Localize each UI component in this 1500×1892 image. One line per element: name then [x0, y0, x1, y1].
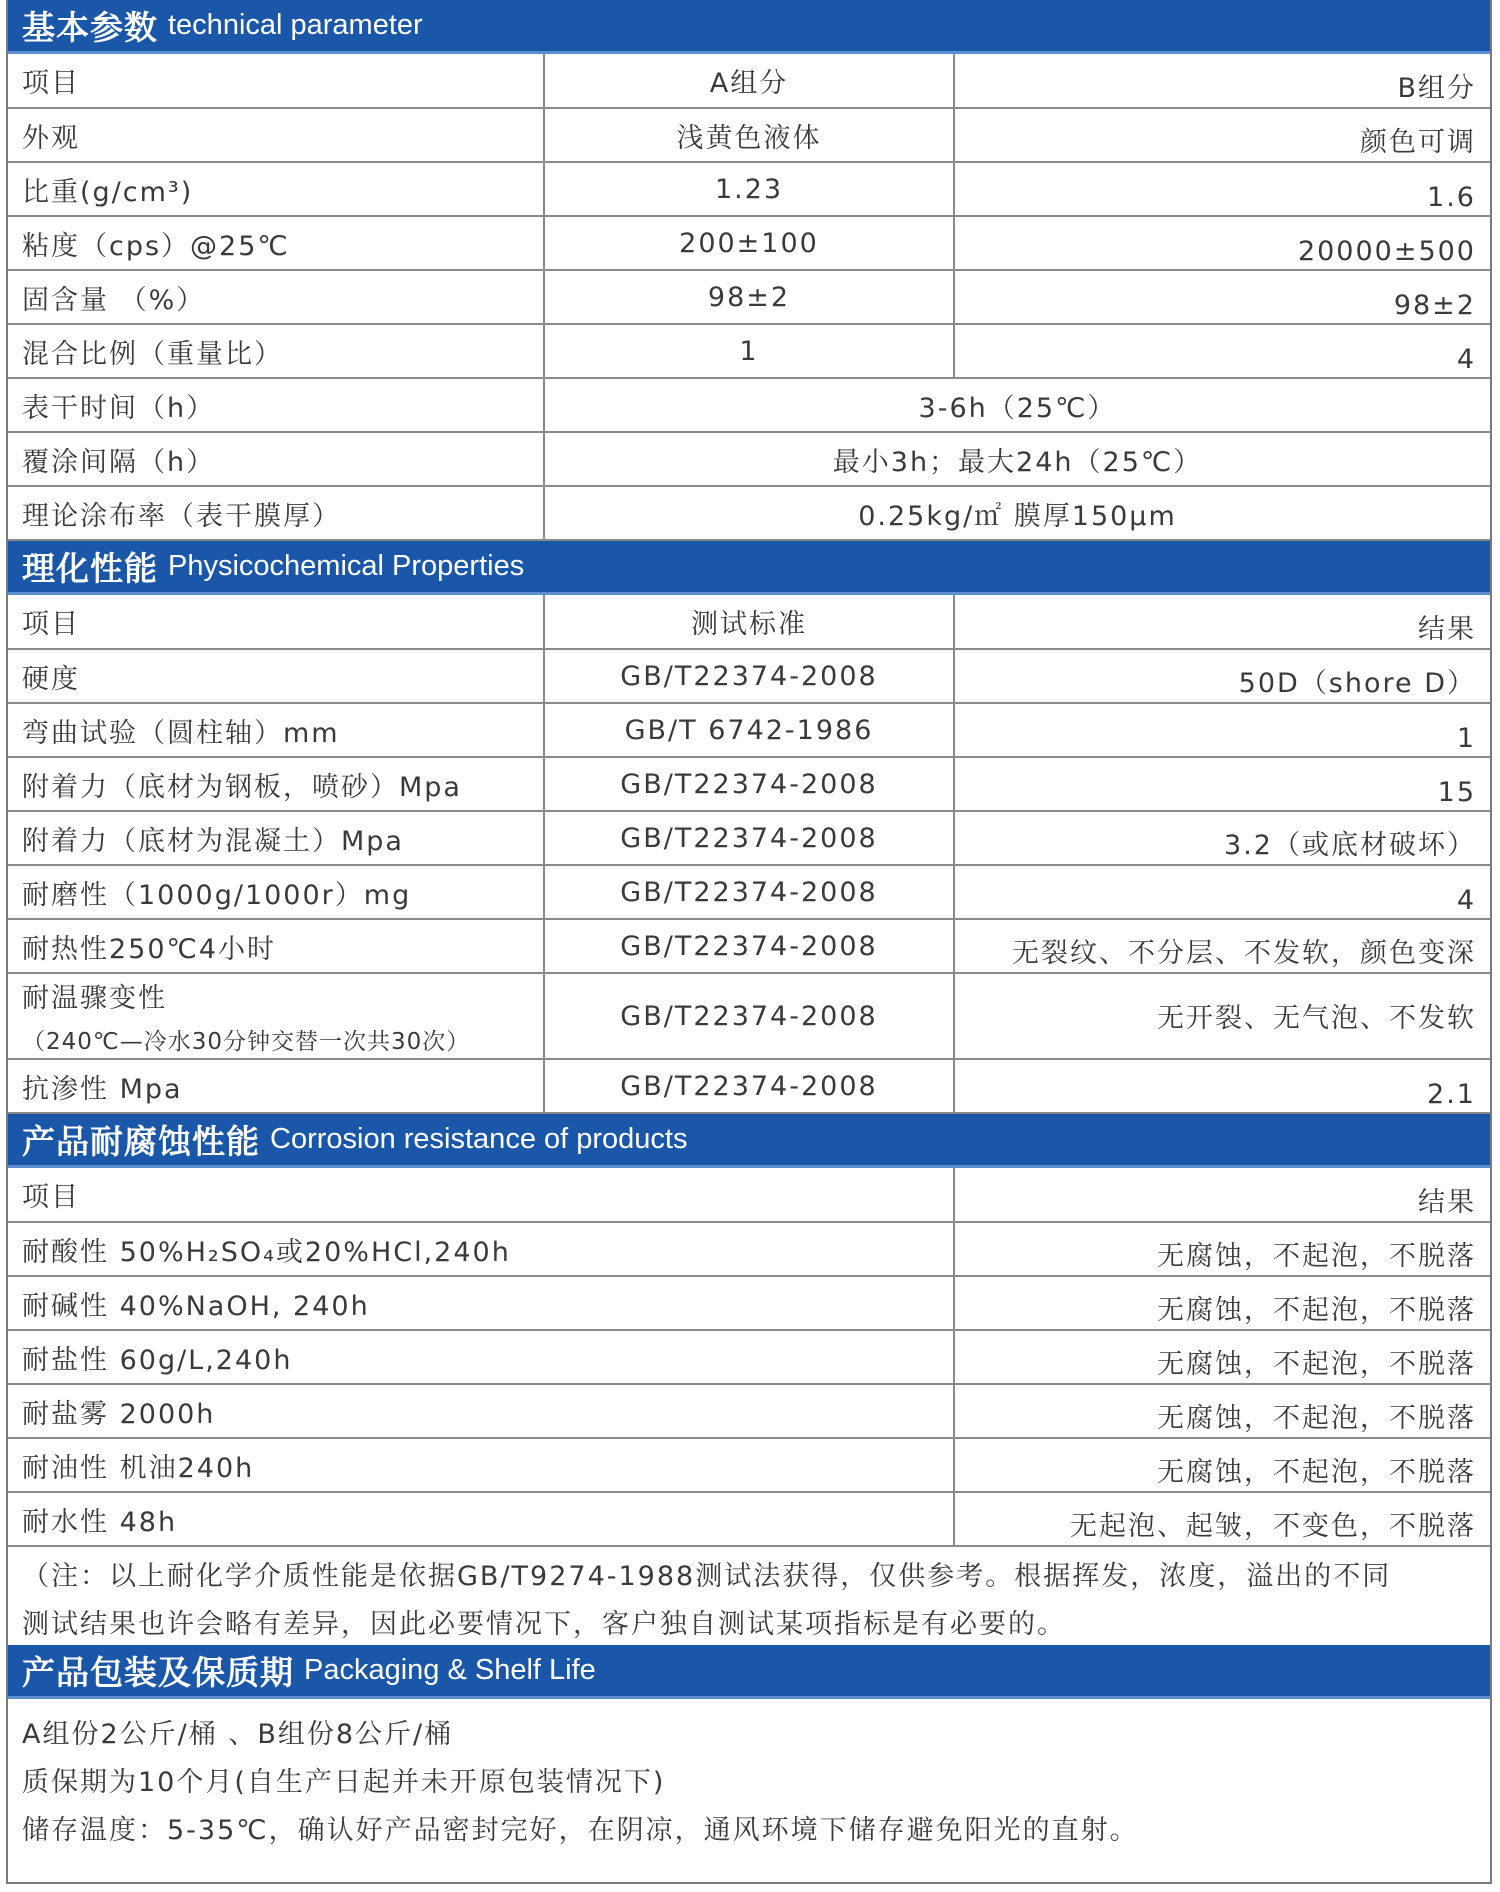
cell-b: 98±2: [954, 270, 1490, 324]
cell-item-sub: （240℃—冷水30分钟交替一次共30次）: [22, 1029, 471, 1055]
cell-standard: GB/T22374-2008: [544, 757, 954, 811]
table-row: [8, 1222, 1490, 1276]
table-row: [8, 216, 1490, 270]
cell-item: 耐磨性（1000g/1000r）mg: [8, 865, 544, 919]
note-line: （注：以上耐化学介质性能是依据GB/T9274-1988测试法获得，仅供参考。根据挥发，浓度，溢出的不同: [22, 1561, 1392, 1592]
section-header-packaging: [8, 1645, 1490, 1699]
cell-a: 200±100: [544, 216, 954, 270]
cell-merged-value: 3-6h（25℃）: [544, 378, 1490, 432]
cell-standard: GB/T22374-2008: [544, 1059, 954, 1113]
table-row: [8, 811, 1490, 865]
cell-b: 颜色可调: [954, 108, 1490, 162]
cell-item: 耐盐雾 2000h: [8, 1384, 954, 1438]
table-row: [8, 865, 1490, 919]
cell-b: 4: [954, 324, 1490, 378]
section-title-zh: 基本参数: [22, 8, 158, 47]
cell-item: [8, 973, 544, 1059]
cell-standard: GB/T 6742-1986: [544, 703, 954, 757]
header-cell-result: 结果: [954, 595, 1490, 649]
cell-item: 耐水性 48h: [8, 1492, 954, 1546]
cell-result: 无腐蚀，不起泡，不脱落: [954, 1276, 1490, 1330]
table-row: [8, 1276, 1490, 1330]
table-header-row: [8, 595, 1490, 649]
cell-standard: GB/T22374-2008: [544, 973, 954, 1059]
technical-parameter-table: [8, 54, 1490, 541]
cell-result: 15: [954, 757, 1490, 811]
section-title-zh: 理化性能: [22, 549, 158, 588]
header-cell-item: 项目: [8, 595, 544, 649]
cell-result: 4: [954, 865, 1490, 919]
cell-result: 无起泡、起皱，不变色，不脱落: [954, 1492, 1490, 1546]
cell-merged-value: 最小3h；最大24h（25℃）: [544, 432, 1490, 486]
cell-standard: GB/T22374-2008: [544, 919, 954, 973]
header-cell-a: A组分: [544, 54, 954, 108]
cell-item: 外观: [8, 108, 544, 162]
table-row: [8, 703, 1490, 757]
table-row: [8, 919, 1490, 973]
cell-item: 附着力（底材为钢板，喷砂）Mpa: [8, 757, 544, 811]
table-row: [8, 270, 1490, 324]
table-row: [8, 649, 1490, 703]
header-cell-item: 项目: [8, 54, 544, 108]
physicochemical-table: [8, 595, 1490, 1114]
cell-result: 无开裂、无气泡、不发软: [954, 973, 1490, 1059]
section-title-zh: 产品包装及保质期: [22, 1653, 294, 1692]
table-row-merged: [8, 432, 1490, 486]
cell-item-main: 耐温骤变性: [22, 983, 167, 1014]
packaging-info: [8, 1699, 1490, 1855]
header-cell-result: 结果: [954, 1168, 1490, 1222]
cell-item: 固含量 （%）: [8, 270, 544, 324]
cell-a: 1.23: [544, 162, 954, 216]
section-title-en: Corrosion resistance of products: [270, 1123, 688, 1155]
cell-item: 理论涂布率（表干膜厚）: [8, 486, 544, 540]
header-cell-item: 项目: [8, 1168, 954, 1222]
table-row: [8, 1330, 1490, 1384]
table-row-merged: [8, 378, 1490, 432]
section-header-corrosion: [8, 1114, 1490, 1168]
section-title-en: Physicochemical Properties: [168, 550, 525, 582]
cell-result: 1: [954, 703, 1490, 757]
section-title-en: technical parameter: [168, 9, 423, 41]
header-cell-b: B组分: [954, 54, 1490, 108]
table-row: [8, 757, 1490, 811]
table-row: [8, 324, 1490, 378]
cell-result: 50D（shore D）: [954, 649, 1490, 703]
table-header-row: [8, 54, 1490, 108]
cell-a: 98±2: [544, 270, 954, 324]
table-row-two-line: [8, 973, 1490, 1059]
cell-item: 硬度: [8, 649, 544, 703]
cell-item: 覆涂间隔（h）: [8, 432, 544, 486]
cell-standard: GB/T22374-2008: [544, 811, 954, 865]
storage-line: 储存温度：5-35℃，确认好产品密封完好，在阴凉，通风环境下储存避免阳光的直射。: [22, 1815, 1139, 1846]
cell-item: 耐碱性 40%NaOH, 240h: [8, 1276, 954, 1330]
corrosion-table: [8, 1168, 1490, 1547]
cell-b: 20000±500: [954, 216, 1490, 270]
table-row: [8, 162, 1490, 216]
section-title-en: Packaging & Shelf Life: [304, 1654, 596, 1686]
cell-item: 混合比例（重量比）: [8, 324, 544, 378]
table-row: [8, 108, 1490, 162]
cell-result: 2.1: [954, 1059, 1490, 1113]
cell-result: 无腐蚀，不起泡，不脱落: [954, 1438, 1490, 1492]
section-title-zh: 产品耐腐蚀性能: [22, 1122, 260, 1161]
cell-merged-value: 0.25kg/㎡ 膜厚150μm: [544, 486, 1490, 540]
product-spec-sheet: [6, 0, 1492, 1884]
cell-result: 无腐蚀，不起泡，不脱落: [954, 1330, 1490, 1384]
table-header-row: [8, 1168, 1490, 1222]
note-line: 测试结果也许会略有差异，因此必要情况下，客户独自测试某项指标是有必要的。: [22, 1609, 1066, 1640]
cell-item: 表干时间（h）: [8, 378, 544, 432]
cell-item: 耐热性250℃4小时: [8, 919, 544, 973]
cell-result: 无腐蚀，不起泡，不脱落: [954, 1384, 1490, 1438]
cell-item: 弯曲试验（圆柱轴）mm: [8, 703, 544, 757]
packaging-line: A组份2公斤/桶 、B组份8公斤/桶: [22, 1719, 454, 1750]
cell-b: 1.6: [954, 162, 1490, 216]
cell-result: 无裂纹、不分层、不发软，颜色变深: [954, 919, 1490, 973]
cell-item: 耐油性 机油240h: [8, 1438, 954, 1492]
cell-standard: GB/T22374-2008: [544, 865, 954, 919]
cell-item: 附着力（底材为混凝土）Mpa: [8, 811, 544, 865]
cell-item: 耐盐性 60g/L,240h: [8, 1330, 954, 1384]
cell-result: 无腐蚀，不起泡，不脱落: [954, 1222, 1490, 1276]
section-header-technical-parameter: [8, 0, 1490, 54]
cell-a: 1: [544, 324, 954, 378]
cell-a: 浅黄色液体: [544, 108, 954, 162]
shelf-life-line: 质保期为10个月(自生产日起并未开原包装情况下): [22, 1767, 666, 1798]
cell-item: 粘度（cps）@25℃: [8, 216, 544, 270]
section-header-physicochemical: [8, 541, 1490, 595]
cell-item: 比重(g/cm³): [8, 162, 544, 216]
test-note: [8, 1547, 1490, 1645]
table-row-merged: [8, 486, 1490, 540]
table-row: [8, 1384, 1490, 1438]
cell-item: 抗渗性 Mpa: [8, 1059, 544, 1113]
table-row: [8, 1492, 1490, 1546]
cell-result: 3.2（或底材破坏）: [954, 811, 1490, 865]
table-row: [8, 1059, 1490, 1113]
cell-item: 耐酸性 50%H₂SO₄或20%HCl,240h: [8, 1222, 954, 1276]
header-cell-standard: 测试标准: [544, 595, 954, 649]
cell-standard: GB/T22374-2008: [544, 649, 954, 703]
table-row: [8, 1438, 1490, 1492]
